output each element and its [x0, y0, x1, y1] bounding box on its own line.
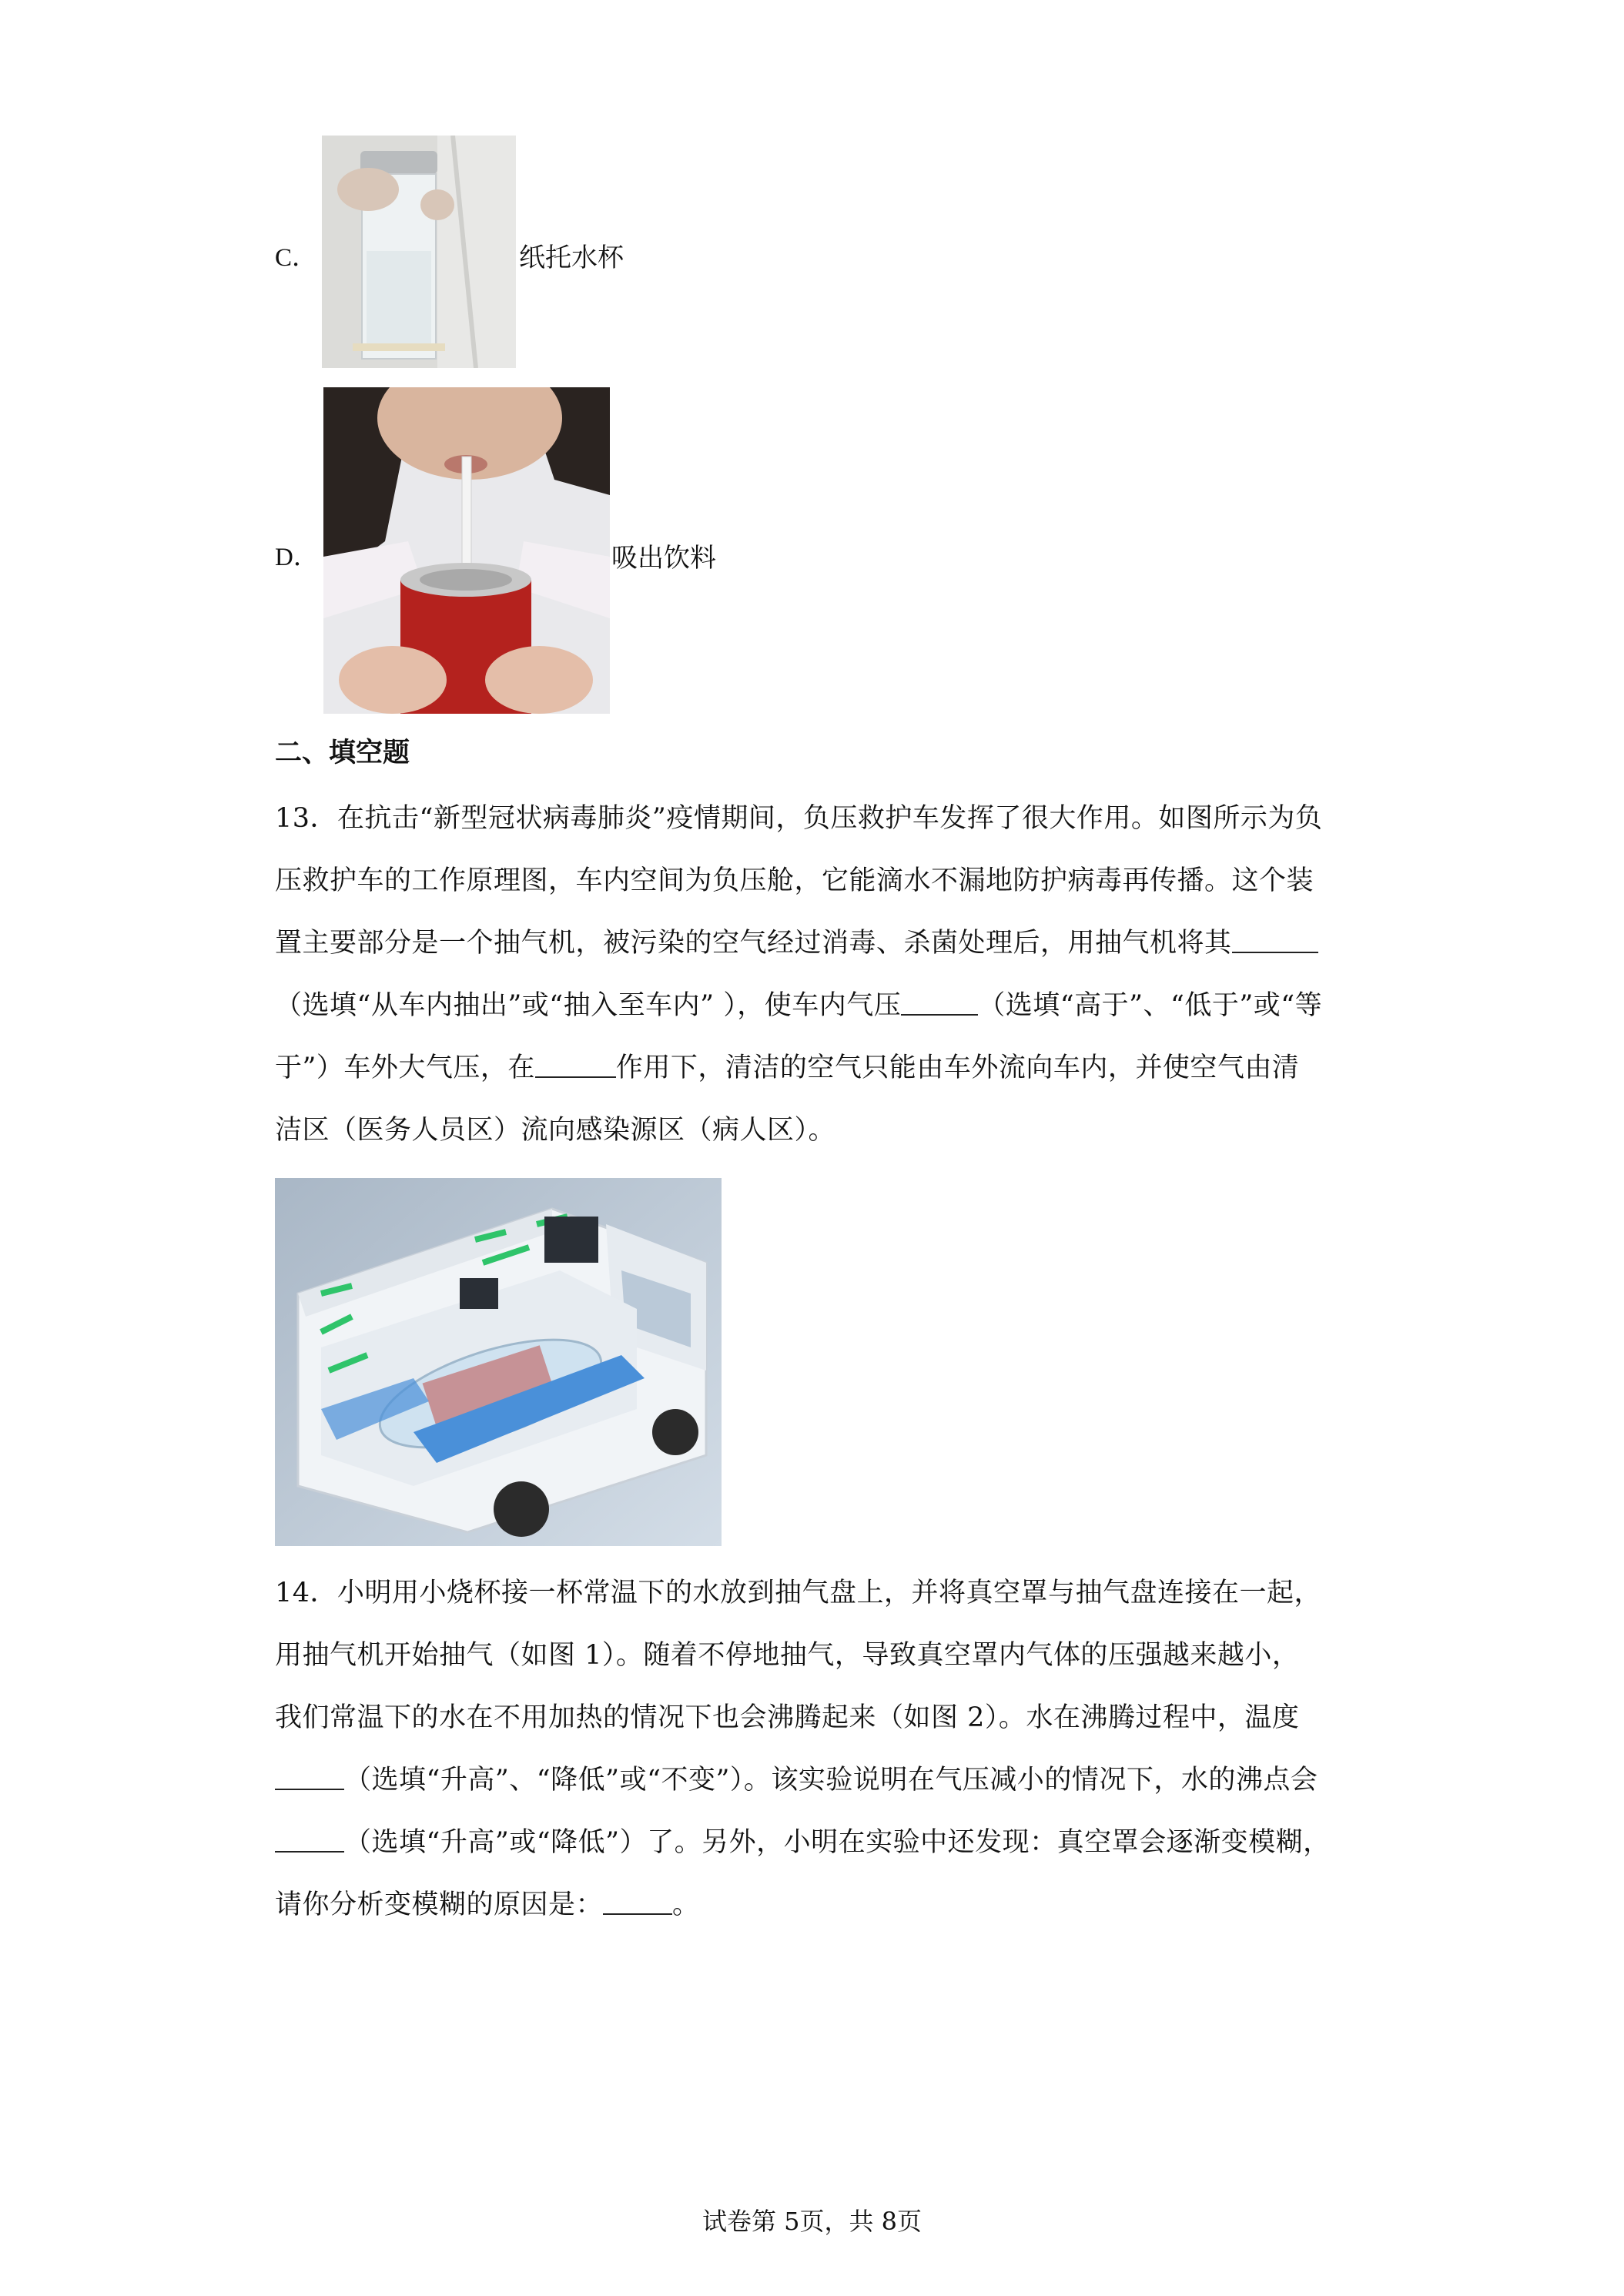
answer-blank-3[interactable] — [535, 1053, 616, 1078]
q13-text: 压救护车的工作原理图，车内空间为负压舱，它能滴水不漏地防护病毒再传播。这个装 — [275, 865, 1314, 896]
q13-text: 作用下，清洁的空气只能由车外流向车内，并使空气由清 — [615, 1053, 1300, 1083]
section-title: 二、填空题 — [275, 737, 410, 768]
q14-text: （选填“升高”、“降低”或“不变”）。该实验说明在气压减小的情况下，水的沸点会 — [344, 1765, 1318, 1796]
option-d-letter: D． — [275, 544, 319, 571]
page-footer: 试卷第 5页，共 8页 — [702, 2207, 922, 2236]
q14-line — [275, 1625, 1357, 1687]
q14-text: 14．小明用小烧杯接一杯常温下的水放到抽气盘上，并将真空罩与抽气盘连接在一起， — [275, 1578, 1322, 1608]
answer-blank-6[interactable] — [603, 1890, 672, 1915]
option-d-text: 吸出饮料 — [611, 543, 716, 574]
option-c-text: 纸托水杯 — [519, 243, 624, 273]
q13-line — [275, 1037, 1357, 1099]
q13-line — [275, 975, 1357, 1037]
q14-line — [275, 1812, 1357, 1874]
drinking-straw-photo — [323, 387, 610, 714]
q14-line — [275, 1562, 1357, 1625]
q13-line — [275, 1099, 1357, 1162]
q14-text: 。 — [672, 1889, 700, 1920]
q13-text: （选填“从车内抽出”或“抽入至车内” ），使车内气压 — [275, 990, 902, 1021]
q14-line — [275, 1749, 1357, 1812]
q13-text: 13．在抗击“新型冠状病毒肺炎”疫情期间，负压救护车发挥了很大作用。如图所示为负 — [275, 803, 1323, 834]
answer-blank-5[interactable] — [275, 1828, 344, 1853]
q14-text: 我们常温下的水在不用加热的情况下也会沸腾起来（如图 2）。水在沸腾过程中，温度 — [275, 1702, 1300, 1733]
answer-blank-4[interactable] — [275, 1766, 344, 1790]
glass-cup-photo — [322, 136, 516, 368]
q14-text: 请你分析变模糊的原因是： — [275, 1889, 604, 1920]
question-13 — [275, 788, 1357, 1162]
q13-text: 于”）车外大气压，在 — [275, 1053, 535, 1083]
q13-line — [275, 912, 1357, 975]
q14-line — [275, 1687, 1357, 1749]
q13-line — [275, 850, 1357, 912]
q14-line — [275, 1874, 1357, 1936]
q13-text: 置主要部分是一个抽气机，被污染的空气经过消毒、杀菌处理后，用抽气机将其 — [275, 928, 1232, 959]
q13-text: 洁区（医务人员区）流向感染源区（病人区）。 — [275, 1115, 836, 1146]
q14-text: 用抽气机开始抽气（如图 1）。随着不停地抽气，导致真空罩内气体的压强越来越小， — [275, 1640, 1300, 1671]
q13-text: （选填“高于”、“低于”或“等 — [978, 990, 1323, 1021]
ambulance-figure — [275, 1178, 722, 1546]
answer-blank-1[interactable] — [1232, 929, 1318, 953]
option-c-letter: C． — [275, 244, 318, 272]
question-14 — [275, 1562, 1357, 1936]
answer-blank-2[interactable] — [901, 991, 978, 1016]
q13-line — [275, 788, 1357, 850]
q14-text: （选填“升高”或“降低”）了。另外，小明在实验中还发现：真空罩会逐渐变模糊， — [344, 1827, 1331, 1858]
